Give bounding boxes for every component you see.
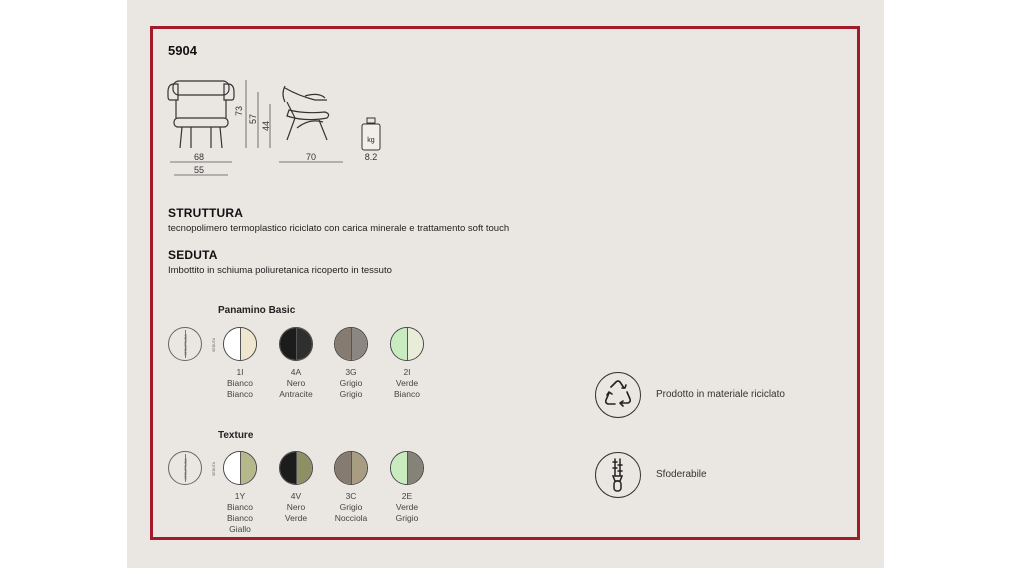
zipper-icon <box>595 452 641 498</box>
swatch-color-right <box>351 328 367 360</box>
seat-text: Imbottito in schiuma poliuretanica ricoperto in tessuto <box>168 265 392 276</box>
structure-title: STRUTTURA <box>168 206 244 220</box>
swatch-color-left <box>224 328 240 360</box>
swatch-label: 2I Verde Bianco <box>394 367 420 399</box>
height-label-arm: 57 <box>248 114 258 125</box>
swatch-color-left <box>335 452 351 484</box>
swatch-4A[interactable] <box>279 327 313 361</box>
swatch-color-right <box>407 328 423 360</box>
weight-value: 8.2 <box>364 152 378 162</box>
chair-front-view <box>164 78 238 178</box>
swatch-1I[interactable] <box>223 327 257 361</box>
structure-seat-icon: STRUTTURA SEDUTA <box>168 451 202 485</box>
swatch-label: 4A Nero Antracite <box>279 367 313 399</box>
weight-icon <box>359 117 383 151</box>
weight-unit: kg <box>367 137 375 144</box>
swatch-3G[interactable] <box>334 327 368 361</box>
recycled-material-text: Prodotto in materiale riciclato <box>656 389 785 400</box>
swatch-color-left <box>280 452 296 484</box>
swatch-label: 1Y Bianco Bianco Giallo <box>227 491 253 534</box>
swatch-color-left <box>335 328 351 360</box>
removable-cover-text: Sfoderabile <box>656 469 707 480</box>
swatch-2I[interactable] <box>390 327 424 361</box>
swatch-label: 1I Bianco Bianco <box>227 367 253 399</box>
height-label-seat: 44 <box>261 121 271 132</box>
swatch-color-left <box>391 328 407 360</box>
height-label-total: 73 <box>234 106 244 117</box>
swatch-color-right <box>240 328 256 360</box>
product-code: 5904 <box>168 43 197 58</box>
swatch-label: 4V Nero Verde <box>284 491 308 523</box>
swatch-3C[interactable] <box>334 451 368 485</box>
fabric-group-title: Panamino Basic <box>218 305 296 316</box>
swatch-4V[interactable] <box>279 451 313 485</box>
structure-text: tecnopolimero termoplastico riciclato con carica minerale e trattamento soft touch <box>168 223 510 234</box>
recycle-icon <box>595 372 641 418</box>
structure-seat-icon: STRUTTURA SEDUTA <box>168 327 202 361</box>
swatch-color-left <box>224 452 240 484</box>
front-width-label: 68 <box>193 152 204 162</box>
swatch-label: 3C Grigio Nocciola <box>334 491 368 523</box>
swatch-color-right <box>240 452 256 484</box>
swatch-color-left <box>280 328 296 360</box>
depth-label: 70 <box>305 152 316 162</box>
swatch-2E[interactable] <box>390 451 424 485</box>
fabric-group-title: Texture <box>218 430 254 441</box>
swatch-1Y[interactable] <box>223 451 257 485</box>
seat-title: SEDUTA <box>168 248 218 262</box>
swatch-label: 3G Grigio Grigio <box>339 367 363 399</box>
swatch-color-right <box>351 452 367 484</box>
seat-width-label: 55 <box>193 165 204 175</box>
swatch-color-right <box>407 452 423 484</box>
swatch-color-right <box>296 452 312 484</box>
swatch-label: 2E Verde Grigio <box>395 491 419 523</box>
swatch-color-left <box>391 452 407 484</box>
swatch-color-right <box>296 328 312 360</box>
